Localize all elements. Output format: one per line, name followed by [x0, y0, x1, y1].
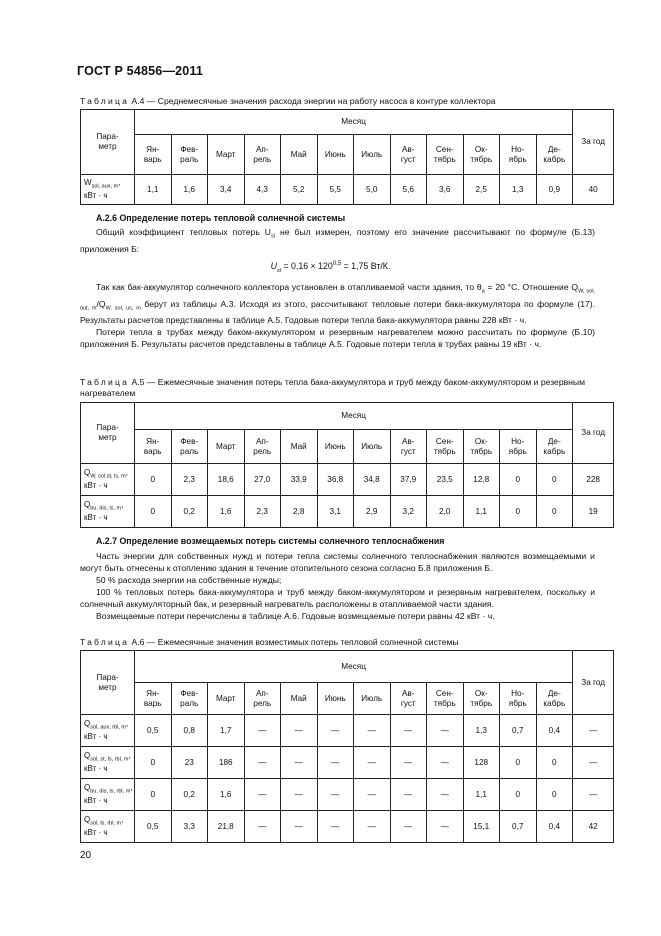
month-cell: Де- кабрь — [536, 135, 573, 175]
table-a6 — [80, 650, 614, 843]
caption-text: А.6 — Ежемесячные значения возместимых потерь тепловой солнечной системы — [131, 637, 459, 647]
year-header: За год — [573, 403, 614, 464]
section-a26-p1: Общий коэффициент тепловых потерь $U_{sl}$ не был измерен, поэтому его значение рассчитывают по формуле (Б.13) приложения Б: — [80, 227, 595, 254]
value-cell: 0,8 — [171, 715, 208, 747]
value-cell: 1,3 — [463, 715, 500, 747]
value-cell: 27,0 — [244, 464, 281, 496]
value-cell: 12,8 — [463, 464, 500, 496]
row-label: $Q_{bu, dis, ls, m}$, кВт · ч — [81, 496, 135, 528]
table-row — [81, 779, 614, 811]
value-cell: 3,4 — [208, 175, 245, 205]
year-total-cell: 228 — [573, 464, 614, 496]
value-cell: 2,0 — [427, 496, 464, 528]
month-header: Месяц — [135, 651, 573, 683]
value-cell: 21,8 — [208, 811, 245, 843]
section-a26-p3: Потери тепла в трубах между баком-аккумулятором и резервным нагревателем можно рассчитать по формуле (Б.10) приложения Б. Результаты расчетов представлены в таблице А.5. Годовые потери тепла в трубах равны 19 кВт · ч. — [80, 327, 595, 350]
value-cell: 0,2 — [171, 779, 208, 811]
table-row — [81, 175, 614, 205]
month-cell: Фев- раль — [171, 683, 208, 715]
section-a27-title: А.2.7 Определение возмещаемых потерь системы солнечного теплоснабжения — [96, 536, 445, 546]
value-cell: 186 — [208, 747, 245, 779]
caption-text: А.5 — Ежемесячные значения потерь тепла бака-аккумулятора и труб между баком-аккумулятором и резервным нагревателем — [80, 377, 586, 398]
row-label: $Q_{sol, st, ls, rbl, m}$, кВт · ч — [81, 747, 135, 779]
value-cell: — — [317, 747, 354, 779]
year-header: За год — [573, 651, 614, 715]
month-header: Месяц — [135, 110, 573, 135]
year-total-cell: 42 — [573, 811, 614, 843]
value-cell: — — [317, 811, 354, 843]
row-label: $Q_{sol, aux, rbl, m}$, кВт · ч — [81, 715, 135, 747]
value-cell: — — [427, 811, 464, 843]
value-cell: 1,7 — [208, 715, 245, 747]
value-cell: — — [281, 715, 318, 747]
section-a27-body — [80, 550, 595, 622]
value-cell: — — [244, 715, 281, 747]
year-header: За год — [573, 110, 614, 175]
month-cell: Фев- раль — [171, 430, 208, 464]
month-cell: Март — [208, 430, 245, 464]
table-a4 — [80, 109, 614, 205]
value-cell: — — [354, 779, 391, 811]
value-cell: 0 — [536, 496, 573, 528]
value-cell: — — [317, 779, 354, 811]
value-cell: 0,5 — [135, 811, 172, 843]
page-header: ГОСТ Р 54856—2011 — [77, 64, 204, 78]
value-cell: 0 — [135, 747, 172, 779]
month-cell: Фев- раль — [171, 135, 208, 175]
value-cell: 0 — [536, 747, 573, 779]
value-cell: 5,0 — [354, 175, 391, 205]
value-cell: 4,3 — [244, 175, 281, 205]
value-cell: 23,5 — [427, 464, 464, 496]
value-cell: — — [390, 779, 427, 811]
value-cell: — — [281, 779, 318, 811]
month-cell: Ок- тябрь — [463, 135, 500, 175]
value-cell: — — [427, 747, 464, 779]
value-cell: 0,9 — [536, 175, 573, 205]
table-a4-caption — [80, 96, 595, 107]
param-header: Пара- метр — [81, 110, 135, 175]
month-cell: Но- ябрь — [500, 430, 537, 464]
value-cell: — — [427, 715, 464, 747]
value-cell: 18,6 — [208, 464, 245, 496]
value-cell: 1,3 — [500, 175, 537, 205]
value-cell: 128 — [463, 747, 500, 779]
month-cell: Ав- густ — [390, 430, 427, 464]
table-a5-caption — [80, 377, 595, 399]
year-total-cell: — — [573, 715, 614, 747]
month-cell: Июль — [354, 135, 391, 175]
table-a6-caption — [80, 637, 595, 648]
month-cell: Ян- варь — [135, 430, 172, 464]
month-cell: Ок- тябрь — [463, 683, 500, 715]
value-cell: 0,4 — [536, 811, 573, 843]
value-cell: 5,2 — [281, 175, 318, 205]
month-cell: Но- ябрь — [500, 135, 537, 175]
value-cell: 2,8 — [281, 496, 318, 528]
value-cell: — — [281, 811, 318, 843]
section-a27-p4: Возмещаемые потери перечислены в таблице А.6. Годовые возмещаемые потери равны 42 кВт · ч. — [96, 611, 495, 621]
param-header: Пара- метр — [81, 651, 135, 715]
value-cell: — — [390, 715, 427, 747]
section-a27-p2: 50 % расхода энергии на собственные нужды; — [96, 575, 282, 585]
value-cell: 2,5 — [463, 175, 500, 205]
month-cell: Ок- тябрь — [463, 430, 500, 464]
value-cell: 0 — [135, 779, 172, 811]
table-row — [81, 811, 614, 843]
month-cell: Март — [208, 683, 245, 715]
value-cell: 0 — [500, 496, 537, 528]
value-cell: 0 — [500, 747, 537, 779]
month-cell: Сен- тябрь — [427, 135, 464, 175]
caption-text: А.4 — Среднемесячные значения расхода энергии на работу насоса в контуре коллектора — [131, 96, 496, 106]
value-cell: — — [390, 811, 427, 843]
row-label: $Q_{bu, dis, ls, rbl, m}$, кВт · ч — [81, 779, 135, 811]
value-cell: 34,8 — [354, 464, 391, 496]
value-cell: 0,5 — [135, 715, 172, 747]
value-cell: 2,9 — [354, 496, 391, 528]
value-cell: 0 — [500, 464, 537, 496]
value-cell: 1,6 — [171, 175, 208, 205]
value-cell: 1,1 — [135, 175, 172, 205]
month-cell: Май — [281, 135, 318, 175]
month-cell: Де- кабрь — [536, 430, 573, 464]
value-cell: 0,4 — [536, 715, 573, 747]
section-a26-title: А.2.6 Определение потерь тепловой солнечной системы — [96, 213, 346, 223]
page-number: 20 — [80, 850, 92, 861]
month-cell: Июнь — [317, 430, 354, 464]
value-cell: 3,6 — [427, 175, 464, 205]
month-cell: Ян- варь — [135, 683, 172, 715]
value-cell: — — [354, 811, 391, 843]
value-cell: 0 — [536, 464, 573, 496]
value-cell: — — [354, 715, 391, 747]
value-cell: 0,7 — [500, 715, 537, 747]
value-cell: — — [390, 747, 427, 779]
table-word: Таблица — [80, 96, 130, 106]
month-cell: Ян- варь — [135, 135, 172, 175]
value-cell: 0 — [500, 779, 537, 811]
value-cell: 15,1 — [463, 811, 500, 843]
year-total-cell: — — [573, 779, 614, 811]
table-row — [81, 464, 614, 496]
month-cell: Ав- густ — [390, 683, 427, 715]
table-row — [81, 747, 614, 779]
value-cell: 3,3 — [171, 811, 208, 843]
value-cell: 1,6 — [208, 496, 245, 528]
section-a27-p3: 100 % тепловых потерь бака-аккумулятора и труб между баком-аккумулятором и резервным нагревателем, поскольку и солнечный аккумуляторный бак, и резервный нагреватель расположены в отапливаемой части здания. — [80, 587, 595, 609]
month-header: Месяц — [135, 403, 573, 430]
value-cell: 0 — [536, 779, 573, 811]
value-cell: — — [427, 779, 464, 811]
value-cell: 1,6 — [208, 779, 245, 811]
value-cell: — — [244, 747, 281, 779]
month-cell: Май — [281, 683, 318, 715]
year-total-cell: 40 — [573, 175, 614, 205]
row-label: $Q_{sol, ls, rbl, m}$, кВт · ч — [81, 811, 135, 843]
table-word: Таблица — [80, 637, 130, 647]
row-label: $Q_{W, sol,st, ls, m}$, кВт · ч — [81, 464, 135, 496]
section-a27-p1: Часть энергии для собственных нужд и потери тепла системы солнечного теплоснабжения являются возмещаемыми и могут быть отнесены к отоплению здания в течение отопительного сезона согласно Б.8 приложения Б. — [80, 551, 595, 573]
value-cell: 37,9 — [390, 464, 427, 496]
value-cell: 33,9 — [281, 464, 318, 496]
value-cell: 0,2 — [171, 496, 208, 528]
month-cell: Ап- рель — [244, 683, 281, 715]
value-cell: — — [354, 747, 391, 779]
row-label: $W_{sol, aux, m}$, кВт · ч — [81, 175, 135, 205]
month-cell: Де- кабрь — [536, 683, 573, 715]
table-row — [81, 496, 614, 528]
value-cell: 1,1 — [463, 779, 500, 811]
month-cell: Ап- рель — [244, 430, 281, 464]
table-a5 — [80, 402, 614, 528]
year-total-cell: — — [573, 747, 614, 779]
value-cell: 0 — [135, 464, 172, 496]
month-cell: Ав- густ — [390, 135, 427, 175]
month-cell: Но- ябрь — [500, 683, 537, 715]
value-cell: 5,6 — [390, 175, 427, 205]
value-cell: 36,8 — [317, 464, 354, 496]
value-cell: 0,7 — [500, 811, 537, 843]
formula-usl: $U_{sl} = 0,16 \times 120^{0,5} = 1,75$ Вт/К. — [270, 261, 391, 274]
month-cell: Сен- тябрь — [427, 430, 464, 464]
month-cell: Июнь — [317, 683, 354, 715]
value-cell: 2,3 — [244, 496, 281, 528]
month-cell: Июль — [354, 430, 391, 464]
value-cell: 1,1 — [463, 496, 500, 528]
month-cell: Ап- рель — [244, 135, 281, 175]
month-cell: Июнь — [317, 135, 354, 175]
month-cell: Март — [208, 135, 245, 175]
value-cell: 3,1 — [317, 496, 354, 528]
section-a26-p2: Так как бак-аккумулятор солнечного коллектора установлен в отапливаемой части здания, то $\theta_a = 20$ °С. Отношение $Q_{W, sol, out, m}/Q_{W. sol, us, m}$ берут из таблицы А.3. Исходя из этого, рассчитывают тепловые потери бака-аккумулятора по формуле (17). Результаты расчетов представлены в таблице А.5. Годовые потери тепла бака-аккумулятора равны 228 кВт · ч. Потери тепла в трубах между баком-аккумулятором и резервным нагревателем можно рассчитать по формуле (Б.10) приложения Б. Результаты расчетов представлены в таблице А.5. Годовые потери тепла в трубах равны 19 кВт · ч. — [80, 282, 595, 350]
value-cell: 3,2 — [390, 496, 427, 528]
value-cell: — — [244, 779, 281, 811]
table-word: Таблица — [80, 377, 130, 387]
value-cell: 0 — [135, 496, 172, 528]
value-cell: 5,5 — [317, 175, 354, 205]
value-cell: 23 — [171, 747, 208, 779]
month-cell: Май — [281, 430, 318, 464]
param-header: Пара- метр — [81, 403, 135, 464]
value-cell: 2,3 — [171, 464, 208, 496]
month-cell: Сен- тябрь — [427, 683, 464, 715]
month-cell: Июль — [354, 683, 391, 715]
table-row — [81, 715, 614, 747]
value-cell: — — [244, 811, 281, 843]
value-cell: — — [317, 715, 354, 747]
value-cell: — — [281, 747, 318, 779]
year-total-cell: 19 — [573, 496, 614, 528]
